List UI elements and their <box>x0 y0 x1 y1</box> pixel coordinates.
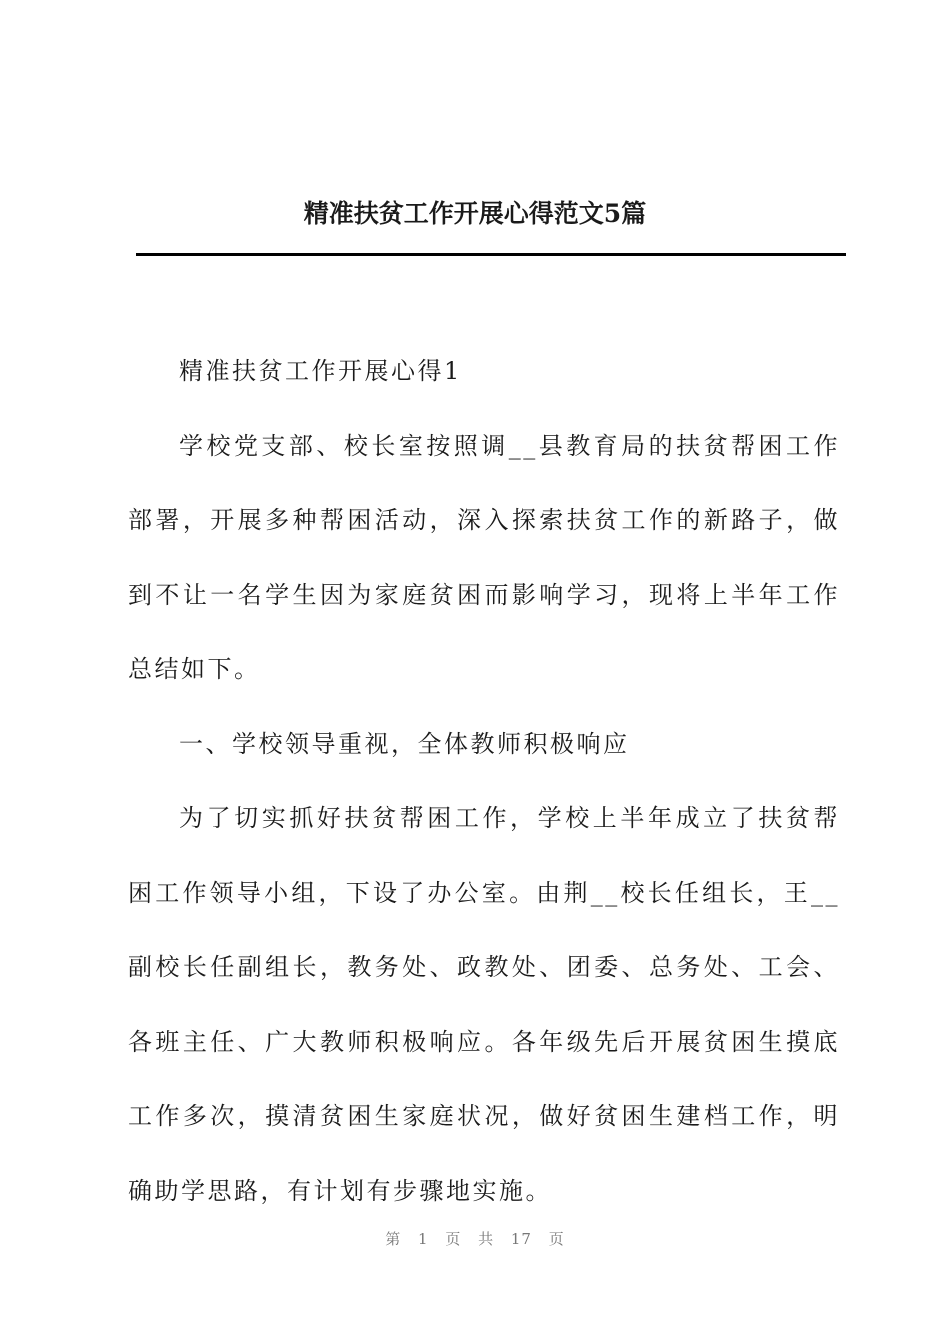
body-paragraph: 学校党支部、校长室按照调__县教育局的扶贫帮困工作部署，开展多种帮困活动，深入探索扶贫工作的新路子，做到不让一名学生因为家庭贫困而影响学习，现将上半年工作总结如下。 <box>128 431 840 683</box>
page-number-footer: 第 1 页 共 17 页 <box>385 1230 565 1248</box>
document-body <box>128 334 840 1228</box>
section-heading: 精准扶贫工作开展心得1 <box>179 357 462 385</box>
body-paragraph: 为了切实抓好扶贫帮困工作，学校上半年成立了扶贫帮困工作领导小组，下设了办公室。由荆__校长任组长，王__副校长任副组长，教务处、政教处、团委、总务处、工会、各班主任、广大教师积极响应。各年级先后开展贫困生摸底工作多次，摸清贫困生家庭状况，做好贫困生建档工作，明确助学思路，有计划有步骤地实施。 <box>128 804 840 1205</box>
subsection-heading: 一、学校领导重视，全体教师积极响应 <box>179 729 630 758</box>
document-title: 精准扶贫工作开展心得范文5篇 <box>303 199 647 228</box>
title-underline <box>136 253 846 256</box>
